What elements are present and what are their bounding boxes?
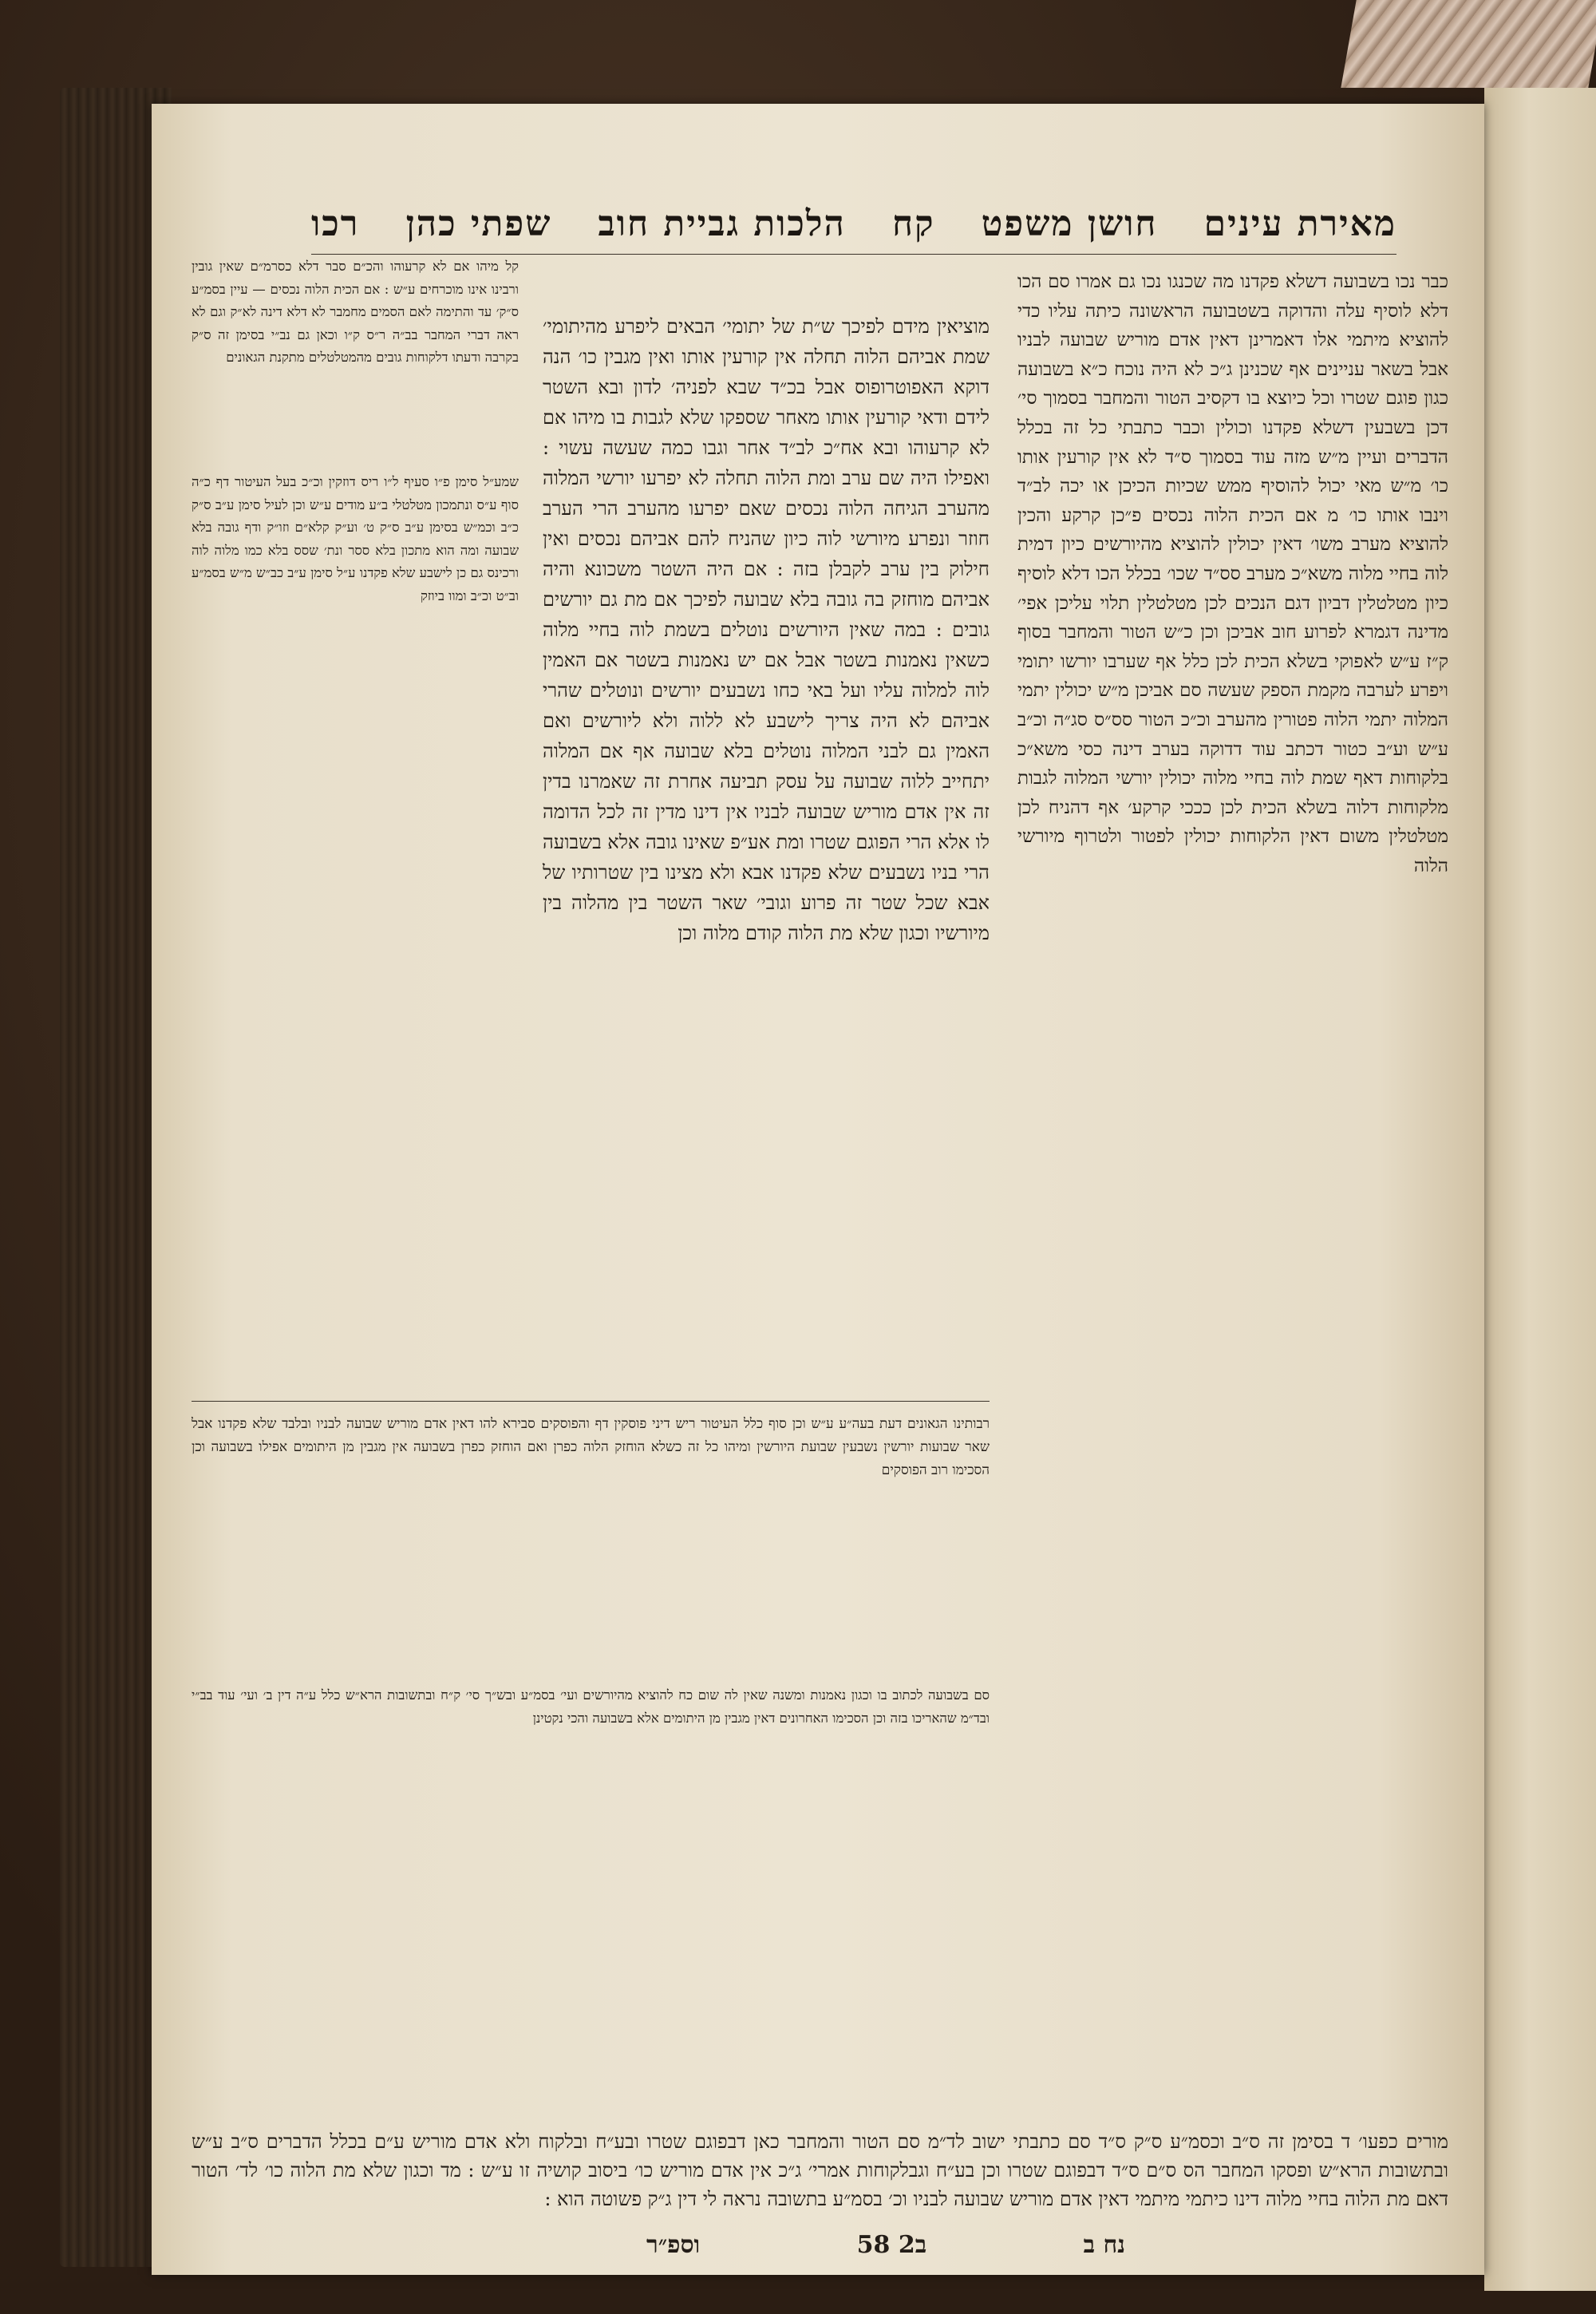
catchword: וספ״ר (646, 2231, 701, 2259)
ribbon-bookmark (1341, 0, 1596, 88)
page-header (311, 196, 1396, 251)
header-topic: הלכות גביית חוב (598, 203, 846, 244)
header-section: חושן משפט (981, 203, 1158, 244)
signature-line (646, 2231, 1125, 2259)
header-siman: קח (891, 203, 935, 244)
main-text-column: מוציאין מידם לפיכך ש״ת של יתומי׳ הבאים ליפרע מהיתומי׳ שמת אביהם הלוה תחלה אין קורעין אותו ואין מגבין כו׳ הנה דוקא האפוטרופוס אבל בכ״ד שבא לפניה׳ לדון ובא השטר לידם ודאי קורעין אותו מאחר שספקו שלא לגבות בו מיהו אם לא קרעוהו ובא אח״כ לב״ד אחר וגבו כמה שעשה עשוי : ואפילו היה שם ערב ומת הלוה תחלה לא יפרעו יורשי המלוה מהערב הגיחה הלוה נכסים שאם יפרעו מהערב הרי הערב חוזר ונפרע מיורשי לוה כיון שהניח להם אביהם נכסים ואין חילוק בין ערב לקבלן בזה : אם היה השטר משכונא והיה אביהם מוחזק בה גובה בלא שבועה לפיכך אם מת גם יורשים גובים : במה שאין היורשים נוטלים בשמת לוה בחיי מלוה כשאין נאמנות בשטר אבל אם יש נאמנות בשטר אם האמין לוה למלוה עליו ועל באי כחו נשבעים יורשים ונוטלים שהרי אביהם לא היה צריך לישבע לא ללוה ולא ליורשים ואם האמין גם לבני המלוה נוטלים בלא שבועה אף אם המלוה יתחייב ללוה שבועה על עסק תביעה אחרת זה שאמרנו בדין זה אין אדם מוריש שבועה לבניו אין דינו מדין זה לכל הדומה לו אלא הרי הפוגם שטרו ומת אע״פ שאינו גובה אלא בשבועה הרי בניו נשבעים שלא פקדנו אבא ולא מצינו בין שטרותיו של אבא שכל שטר זה פרוע וגובי׳ שאר השטר בין מהלוה בין מיורשיו וכגון שלא מת הלוה קודם מלוה וכן (543, 315, 990, 944)
facing-page-edge (1484, 88, 1596, 2291)
commentary-left-body: שמע״ל סימן פ״ו סעיף ל״ו ריס דוזקין וכ״כ בעל העיטור דף כ״ה סוף ע״ס ונתמכון מטלטלי ב״ע מודים ע״ש וכן לעיל סימן ע״ב ס״ק כ״ב וכמ״ש בסימן ע״ב ס״ק ט׳ וע״ק קלא״ם וזו״ק ודף גובה בלא שבועה ומה הוא מתכון בלא ססר ונת׳ שסס בלא כמו מלוה לוה ורכינס גם כן לישבע שלא פקדנו ע״ל סימן ע״ב כב״ש מ״ש בסמ״ע וב״ט וכ״ב ומוו ביוזק (192, 474, 519, 603)
signature-mark: נח ב (1083, 2231, 1125, 2259)
header-rule (311, 254, 1396, 255)
main-text-divider (192, 1401, 990, 1402)
header-folio: רכו (311, 203, 360, 244)
commentary-right-column: כבר נכו בשבועה דשלא פקדנו מה שכנגו נכו גם אמרו סם הכו דלא לוסיף עלה והדוקה בשטבועה הראשונה כיתה עליו כדי להוציא מיתמי אלו דאמרינן דאין אדם מוריש שבועה לבניו אבל בשאר עניינים אף שכנינן ג״כ לא היה נוכח כ״א בשבועה כגון פוגם שטרו וכל כיוצא בו דקסיב הטור והמחבר בסמוך סי׳ דכן בשבעין דשלא פקדנו וכולין וכבר כתבתי כל זה בכלל הדברים ועיין מ״ש מזה עוד בסמוך ס״ד לא אין קורעין אותו כו׳ מ״ש מאי יכול להוסיף ממש שכיות הכיכן או יכה לב״ד וינבו אותו כו׳ מ אם הכית הלוה נכסים פ״כן קרקע והכין להוציא מערב משו׳ דאין יכולין להוציא מהיורשים כיון דמית לוה בחיי מלוה משא״כ מערב סס״ד שכו׳ בכלל הכו דלא לוסיף כיון מטלטלין דביון דגם הנכים לכן מטלטלין תלוי עליכן אפי׳ מדינה דגמרא לפרוע חוב אביכן וכן כ״ש הטור והמחבר בסוף ק״ז ע״ש לאפוקי בשלא הכית לכן כלל אף שערבו יורשו יתומי ויפרע לערבה מקמת הספק שעשה סם אביכן מ״ש יכולין יתמי המלוה יתמי הלוה פטורין מהערב וכ״כ הטור סס״ס סג״ה וכ״ב ע״ש וע״ב כטור דכתב עוד דדוקה בערב דינה כסי משא״כ בלקוחות דאף שמת לוה בחיי מלוה יכולין יורשי המלוה לגבות מלקוחות דלוה בשלא הכית לכן כככי קרקע׳ אף דהניח לכן מטלטלין משום דאין הלקוחות יכולין לפטור ולטרוף מיורשי הלוה (1017, 271, 1448, 876)
catchword-number: ב2 58 (856, 2231, 927, 2259)
commentary-left-bottom: סם בשבועה לכתוב בו וכגון נאמנות ומשנה שאין לה שום כח להוציא מהיורשים ועי׳ בסמ״ע ובש״ך סי׳ ק״ח ובתשובות הרא״ש כלל ע״ה דין ב׳ ועי׳ עוד בב״י ובד״מ שהאריכו בזה וכן הסכימו האחרונים דאין מגבין מן היתומים אלא בשבועה והכי נקטינן (192, 1687, 990, 1726)
book-page (152, 104, 1484, 2275)
header-title-right: מאירת עינים (1203, 203, 1396, 244)
header-title-left: שפתי כהן (405, 203, 552, 244)
commentary-mishna-block: רבותינו הגאונים דעת בעה״ע ע״ש וכן סוף כלל העיטור ריש דיני פוסקין דף והפוסקים סבירא להו דאין אדם מוריש שבועה לבניו ובלבד שלא פקדנו אבל שאר שבועות יורשין נשבעין שבועת היורשין ומיהו כל זה כשלא הוחזק הלוה כפרן ואם הוחזק כפרן בשבועה אין מגבין מן היתומים אפילו בשבועה וכן הסכימו רוב הפוסקים (192, 1416, 990, 1478)
footer-commentary: מורים כפעו׳ ד בסימן זה ס״ב וכסמ״ע ס״ק ס״ד סם כתבתי ישוב לד״מ סם הטור והמחבר כאן דבפוגם שטרו ובע״ח ובלקוח ולא אדם מוריש ע״ם בכלל הדברים ס״ב ע״ש ובתשובות הרא״ש ופסקו המחבר הס ס״ם ס״ד דבפוגם שטרו וכן בע״ח וגבלקוחות אמרי׳ ג״כ אין אדם מוריש כו׳ ביסוב קושיה זו ע״ש : מד וכגון שלא מת הלוה כו׳ לד׳ הטור דאם מת הלוה בחיי מלוה דינו כיתמי מיתמי דאין אדם מוריש שבועה לבניו וכ׳ בסמ״ע בתשובה נראה לי דין ג״ק פשוטה הוא : (192, 2130, 1449, 2210)
commentary-left-top: קל מיהו אם לא קרעוהו והכ״ם סבר דלא כסרמ״ם שאין גובין ורבינו אינו מוכרחים ע״ש : אם הכית הלוה נכסים — עיין בסמ״ע ס״ק׳ עד והתימה לאם הסמים מחמבר לא דלא דינה לא״ק וגם לא ראה דברי המחבר בב״ה ר״ס ק״ו וכאן גם נב״י בסימן זה ס״ק בקרבה ודעתו דלקוחות גובים מהמטלטלים מתקנת הגאונים (192, 259, 519, 365)
